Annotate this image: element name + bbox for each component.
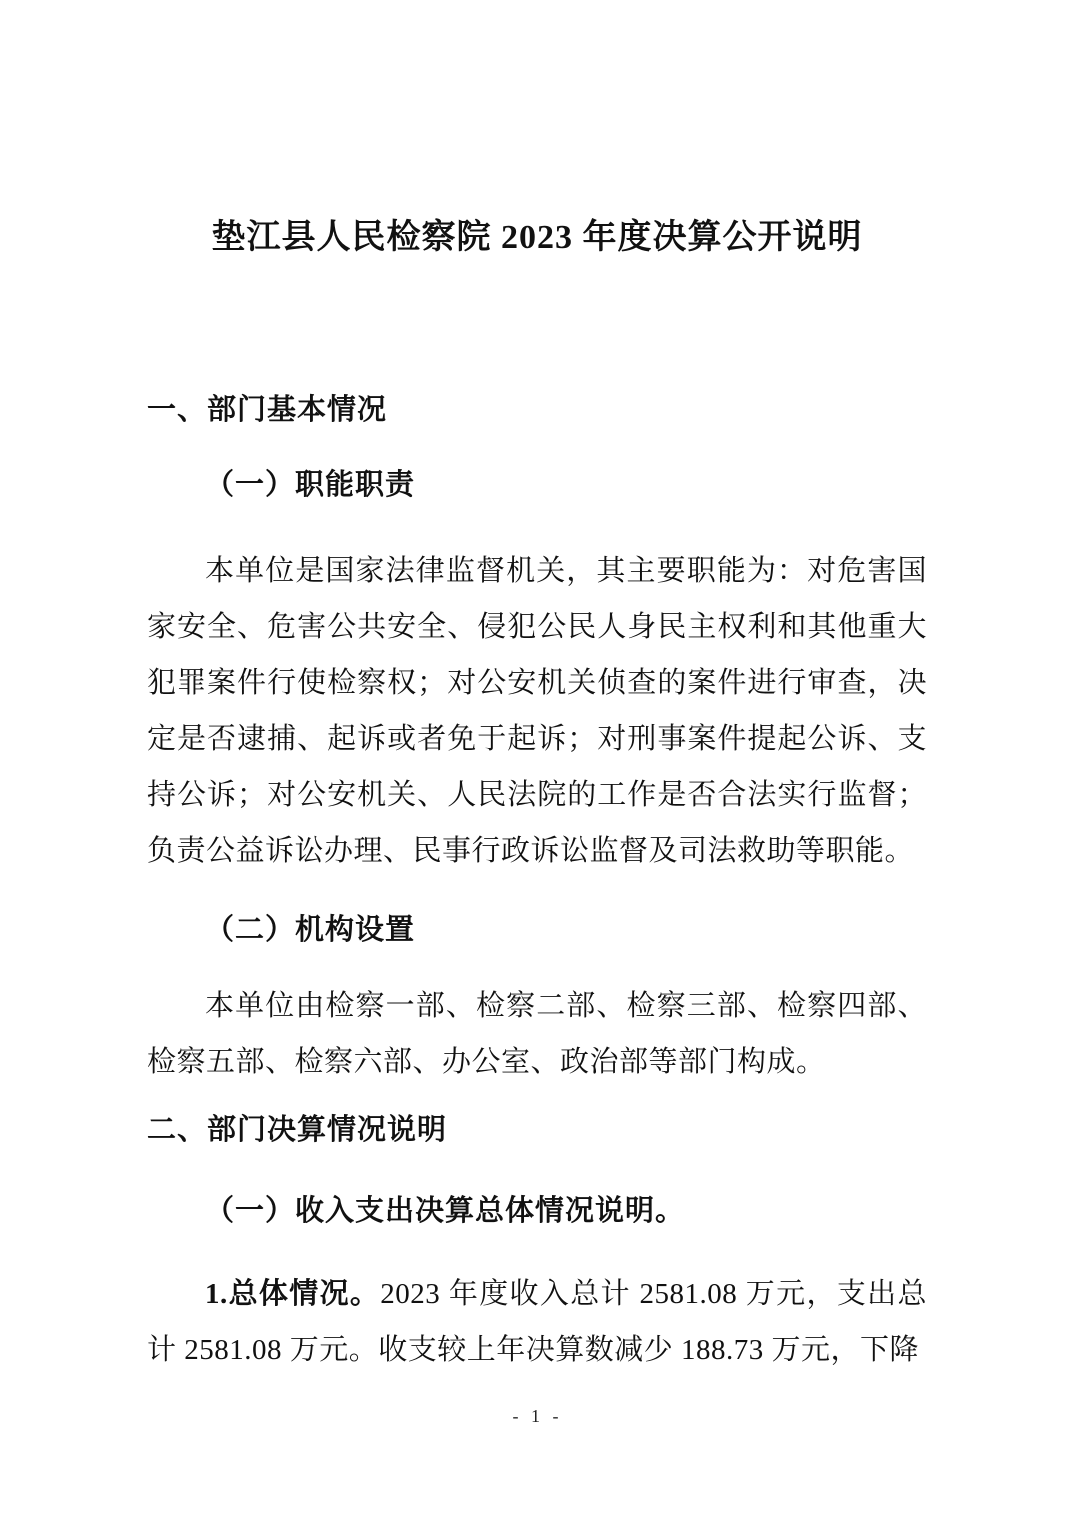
section-2-heading: 二、部门决算情况说明: [147, 1114, 448, 1146]
organization-structure-paragraph: 本单位由检察一部、检察二部、检察三部、检察四部、检察五部、检察六部、办公室、政治部等部门构成。: [147, 990, 927, 1078]
section-2-sub-1-heading: （一）收入支出决算总体情况说明。: [205, 1195, 686, 1227]
page-footer: [0, 1404, 1075, 1428]
section-1-sub-2-heading: （二）机构设置: [205, 914, 416, 946]
functions-duties-paragraph: 本单位是国家法律监督机关，其主要职能为：对危害国家安全、危害公共安全、侵犯公民人身民主权利和其他重大犯罪案件行使检察权；对公安机关侦查的案件进行审查，决定是否逮捕、起诉或者免于起诉；对刑事案件提起公诉、支持公诉；对公安机关、人民法院的工作是否合法实行监督；负责公益诉讼办理、民事行政诉讼监督及司法救助等职能。: [147, 555, 927, 867]
overall-situation-paragraph: [147, 1266, 927, 1378]
document-title: 垫江县人民检察院 2023 年度决算公开说明: [211, 219, 863, 256]
document-page: [147, 0, 927, 1378]
overall-situation-text: 2023 年度收入总计 2581.08 万元，支出总计 2581.08 万元。收支较上年决算数减少 188.73 万元，下降: [147, 1278, 927, 1366]
section-1-heading: 一、部门基本情况: [147, 394, 388, 426]
section-1-sub-1-heading: （一）职能职责: [205, 469, 416, 501]
page-number: - 1 -: [512, 1406, 563, 1426]
overall-situation-label: 1.总体情况。: [205, 1278, 381, 1310]
